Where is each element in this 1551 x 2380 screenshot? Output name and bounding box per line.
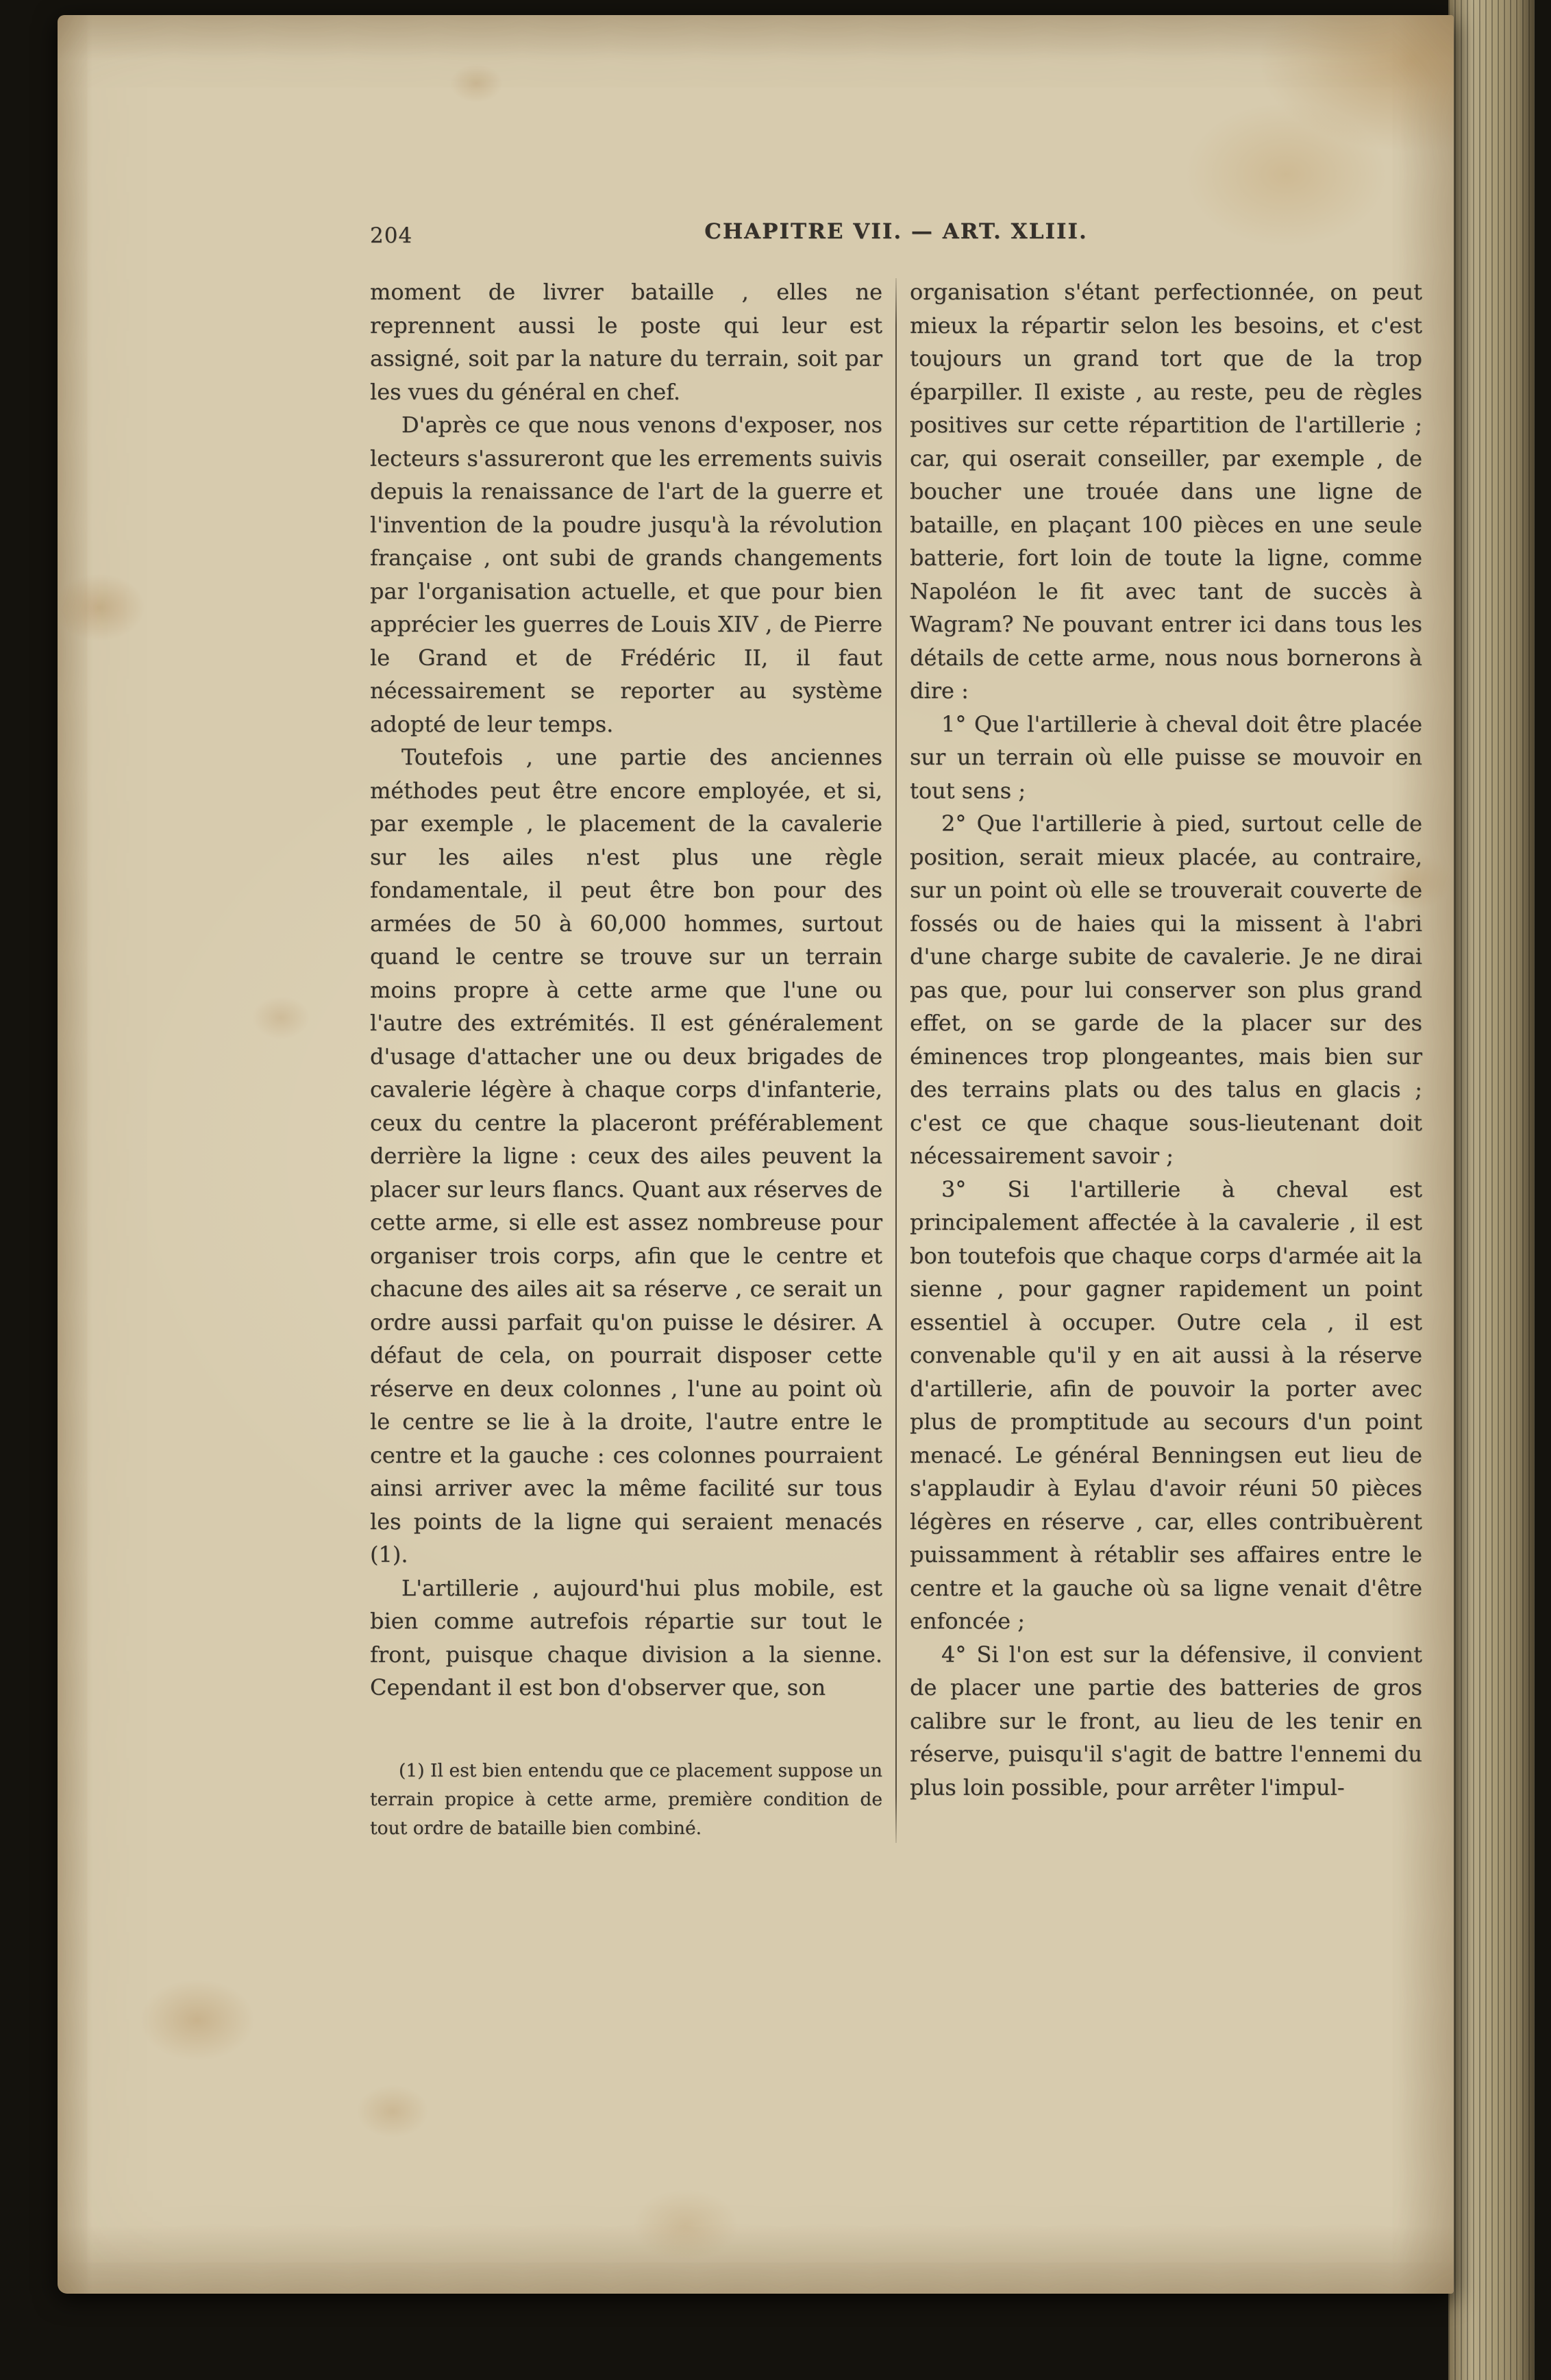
- paragraph: L'artillerie , aujourd'hui plus mobile, est bien comme autrefois répartie sur tout le front, puisque chaque division a la sienne. Cependant il est bon d'observer que, son: [370, 1574, 882, 1700]
- paragraph: 3° Si l'artillerie à cheval est principalement affectée à la cavalerie , il est bon toutefois que chaque corps d'armée ait la sienne , pour gagner rapidement un point essentiel à occuper. Outre cela , il est convenable qu'il y en ait aussi à la réserve d'artillerie, afin de pouvoir la porter avec plus de promptitude au secours d'un point menacé. Le général Benningsen eut lieu de s'applaudir à Eylau d'avoir réuni 50 pièces légères en réserve , car, elles contribuèrent puissamment à rétablir ses affaires entre le centre et la gauche où sa ligne venait d'être enfoncée ;: [910, 1176, 1422, 1634]
- book-page-stack-edge: [1448, 0, 1535, 2380]
- right-column: [910, 275, 1422, 1843]
- paragraph: 1° Que l'artillerie à cheval doit être placée sur un terrain où elle puisse se mouvoir en tout sens ;: [910, 710, 1422, 804]
- footnote: [370, 1757, 882, 1843]
- running-title: CHAPITRE VII. — ART. XLIII.: [704, 219, 1088, 244]
- paragraph: moment de livrer bataille , elles ne reprennent aussi le poste qui leur est assigné, soit par la nature du terrain, soit par les vues du général en chef.: [370, 279, 882, 405]
- paragraph: organisation s'étant perfectionnée, on peut mieux la répartir selon les besoins, et c'est toujours un grand tort que de la trop éparpiller. Il existe , au reste, peu de règles positives sur cette répartition de l'artillerie ; car, qui oserait conseiller, par exemple , de boucher une trouée dans une ligne de bataille, en plaçant 100 pièces en une seule batterie, fort loin de toute la ligne, comme Napoléon le fit avec tant de succès à Wagram? Ne pouvant entrer ici dans tous les détails de cette arme, nous nous bornerons à dire :: [910, 279, 1422, 704]
- book-page: [58, 15, 1454, 2294]
- footnote-text: (1) Il est bien entendu que ce placement suppose un terrain propice à cette arme, première condition de tout ordre de bataille bien combiné.: [370, 1759, 882, 1839]
- left-column: [370, 275, 882, 1843]
- page-content: [370, 219, 1422, 1843]
- column-divider-rule: [895, 278, 897, 1843]
- page-header: [370, 219, 1422, 258]
- paragraph: Toutefois , une partie des anciennes méthodes peut être encore employée, et si, par exemple , le placement de la cavalerie sur les ailes n'est plus une règle fondamentale, il peut être bon pour des armées de 50 à 60,000 hommes, surtout quand le centre se trouve sur un terrain moins propre à cette arme que l'une ou l'autre des extrémités. Il est généralement d'usage d'attacher une ou deux brigades de cavalerie légère à chaque corps d'infanterie, ceux du centre la placeront préférablement derrière la ligne : ceux des ailes peuvent la placer sur leurs flancs. Quant aux réserves de cette arme, si elle est assez nombreuse pour organiser trois corps, afin que le centre et chacune des ailes ait sa réserve , ce serait un ordre aussi parfait qu'on puisse le désirer. A défaut de cela, on pourrait disposer cette réserve en deux colonnes , l'une au point où le centre se lie à la droite, l'autre entre le centre et la gauche : ces colonnes pourraient ainsi arriver avec la même facilité sur tous les points de la ligne qui seraient menacés (1).: [370, 744, 882, 1567]
- paragraph: 4° Si l'on est sur la défensive, il convient de placer une partie des batteries de gros calibre sur le front, au lieu de les tenir en réserve, puisqu'il s'agit de battre l'ennemi du plus loin possible, pour arrêter l'impul-: [910, 1641, 1422, 1800]
- paragraph: D'après ce que nous venons d'exposer, nos lecteurs s'assureront que les errements suivis depuis la renaissance de l'art de la guerre et l'invention de la poudre jusqu'à la révolution française , ont subi de grands changements par l'organisation actuelle, et que pour bien apprécier les guerres de Louis XIV , de Pierre le Grand et de Frédéric II, il faut nécessairement se reporter au système adopté de leur temps.: [370, 412, 882, 737]
- page-number: 204: [370, 223, 413, 248]
- paragraph: 2° Que l'artillerie à pied, surtout celle de position, serait mieux placée, au contraire, sur un point où elle se trouverait couverte de fossés ou de haies qui la missent à l'abri d'une charge subite de cavalerie. Je ne dirai pas que, pour lui conserver son plus grand effet, on se garde de la placer sur des éminences trop plongeantes, mais bien sur des terrains plats ou des talus en glacis ; c'est ce que chaque sous-lieutenant doit nécessairement savoir ;: [910, 810, 1422, 1169]
- text-columns: [370, 275, 1422, 1843]
